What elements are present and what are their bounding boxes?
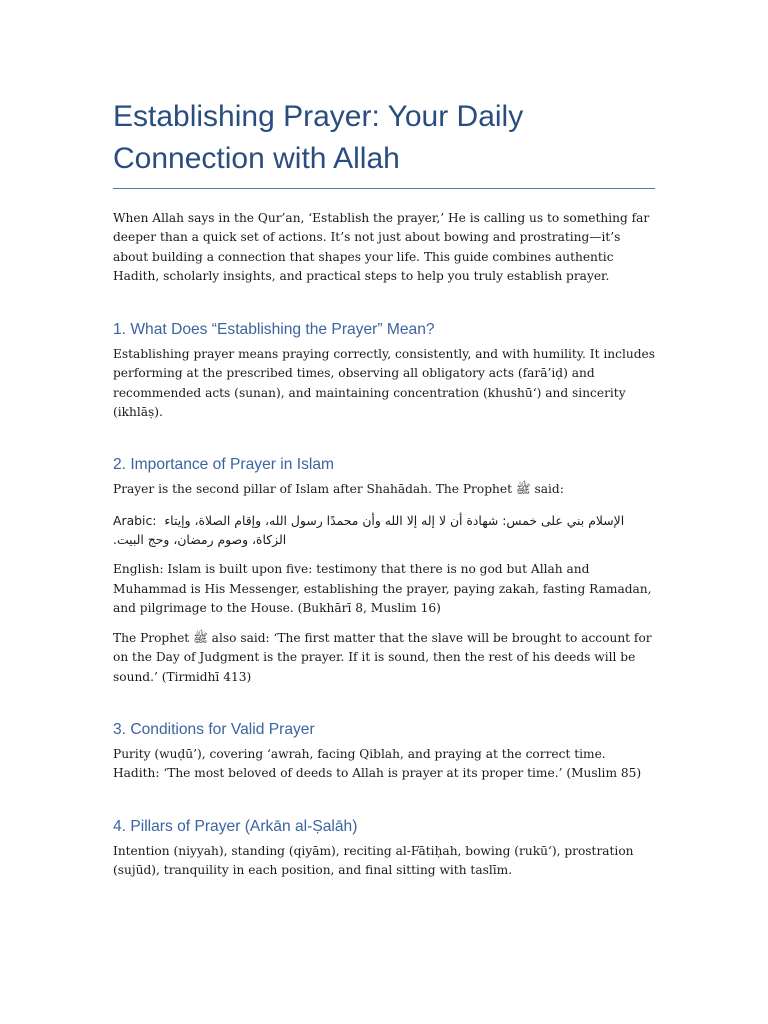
section-2-heading: 2. Importance of Prayer in Islam bbox=[113, 456, 335, 474]
section-1-heading: 1. What Does “Establishing the Prayer” Mean? bbox=[113, 321, 435, 339]
section-4-body: Intention (niyyah), standing (qiyām), reciting al-Fātiḥah, bowing (rukū‘), prostration (sujūd), tranquility in each position, and final sitting with taslīm. bbox=[113, 843, 634, 877]
arabic-hadith bbox=[113, 511, 655, 550]
section-3-heading: 3. Conditions for Valid Prayer bbox=[113, 721, 315, 739]
arabic-label: Arabic: bbox=[113, 512, 157, 528]
section-1-body: Establishing prayer means praying correctly, consistently, and with humility. It includes performing at the prescribed times, observing all obligatory acts (farā’iḍ) and recommended acts (sunan), and maintaining concentration (khushū‘) and sincerity (ikhlāṣ). bbox=[113, 347, 655, 420]
english-hadith: English: Islam is built upon five: testimony that there is no god but Allah and Muhammad is His Messenger, establishing the prayer, paying zakah, fasting Ramadan, and pilgrimage to the House. (Bukhārī 8, Muslim 16) bbox=[113, 562, 652, 615]
intro-paragraph: When Allah says in the Qur’an, ‘Establish the prayer,’ He is calling us to something far deeper than a quick set of actions. It’s not just about bowing and prostrating—it’s about building a connection that shapes your life. This guide combines authentic Hadith, scholarly insights, and practical steps to help you truly establish prayer. bbox=[113, 211, 650, 283]
page-title: Establishing Prayer: Your Daily Connection with Allah bbox=[113, 96, 655, 189]
document-page bbox=[113, 96, 655, 880]
arabic-hadith-text: الإسلام بني على خمس: شهادة أن لا إله إلا الله وأن محمدًا رسول الله، وإقام الصلاة، وإيتاء الزكاة، وصوم رمضان، وحج البيت. bbox=[113, 512, 625, 547]
section-2-body: Prayer is the second pillar of Islam after Shahādah. The Prophet ﷺ said: bbox=[113, 482, 564, 497]
section-4-heading: 4. Pillars of Prayer (Arkān al-Ṣalāh) bbox=[113, 817, 358, 835]
second-hadith: The Prophet ﷺ also said: ‘The first matter that the slave will be brought to account for on the Day of Judgment is the prayer. If it is sound, then the rest of his deeds will be sound.’ (Tirmidhī 413) bbox=[113, 631, 652, 684]
section-3-body: Purity (wuḍū’), covering ‘awrah, facing Qiblah, and praying at the correct time. Hadith: ‘The most beloved of deeds to Allah is prayer at its proper time.’ (Muslim 85) bbox=[113, 747, 642, 781]
